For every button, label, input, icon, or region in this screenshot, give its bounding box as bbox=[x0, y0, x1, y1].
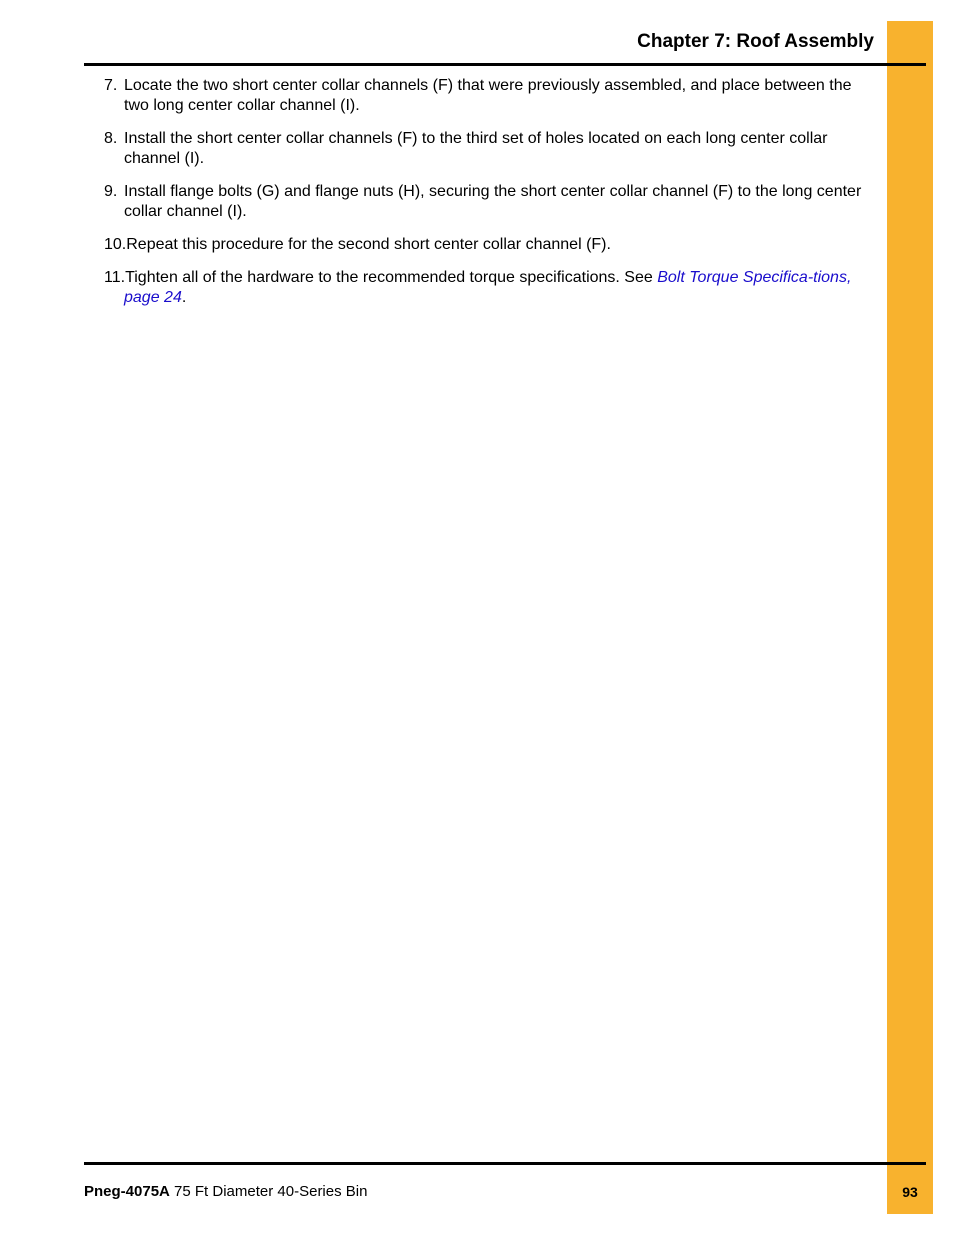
chapter-title: Chapter 7: Roof Assembly bbox=[637, 31, 874, 52]
step-number: 8. bbox=[104, 130, 118, 147]
chapter-side-tab bbox=[887, 21, 933, 1214]
list-item bbox=[104, 268, 864, 308]
step-text: Repeat this procedure for the second short center collar channel (F). bbox=[126, 236, 611, 253]
step-text: Install the short center collar channels (F) to the third set of holes located on each long center collar channel (I). bbox=[124, 130, 828, 167]
footer-rule bbox=[84, 1162, 926, 1165]
list-item bbox=[104, 235, 864, 255]
list-item bbox=[104, 182, 864, 222]
bolt-torque-link[interactable]: Bolt Torque Specifica-tions, page 24 bbox=[124, 269, 852, 306]
step-number: 11. bbox=[104, 269, 126, 286]
step-text-end: . bbox=[181, 289, 187, 306]
step-text: Install flange bolts (G) and flange nuts (H), securing the short center collar channel (F) to the long center collar channel (I). bbox=[124, 183, 862, 220]
instruction-steps bbox=[104, 76, 864, 321]
doc-title: 75 Ft Diameter 40-Series Bin bbox=[174, 1183, 368, 1200]
page-number: 93 bbox=[902, 1184, 918, 1200]
list-item bbox=[104, 129, 864, 169]
step-text: Locate the two short center collar channels (F) that were previously assembled, and place between the two long center collar channel (I). bbox=[124, 77, 852, 114]
step-number: 10. bbox=[104, 236, 127, 253]
list-item bbox=[104, 76, 864, 116]
step-number: 9. bbox=[104, 183, 118, 200]
step-number: 7. bbox=[104, 77, 118, 94]
step-text: Tighten all of the hardware to the recommended torque specifications. See bbox=[125, 269, 658, 286]
header-rule bbox=[84, 63, 926, 66]
doc-id: Pneg-4075A bbox=[84, 1183, 170, 1200]
footer-doc-info bbox=[84, 1183, 367, 1200]
